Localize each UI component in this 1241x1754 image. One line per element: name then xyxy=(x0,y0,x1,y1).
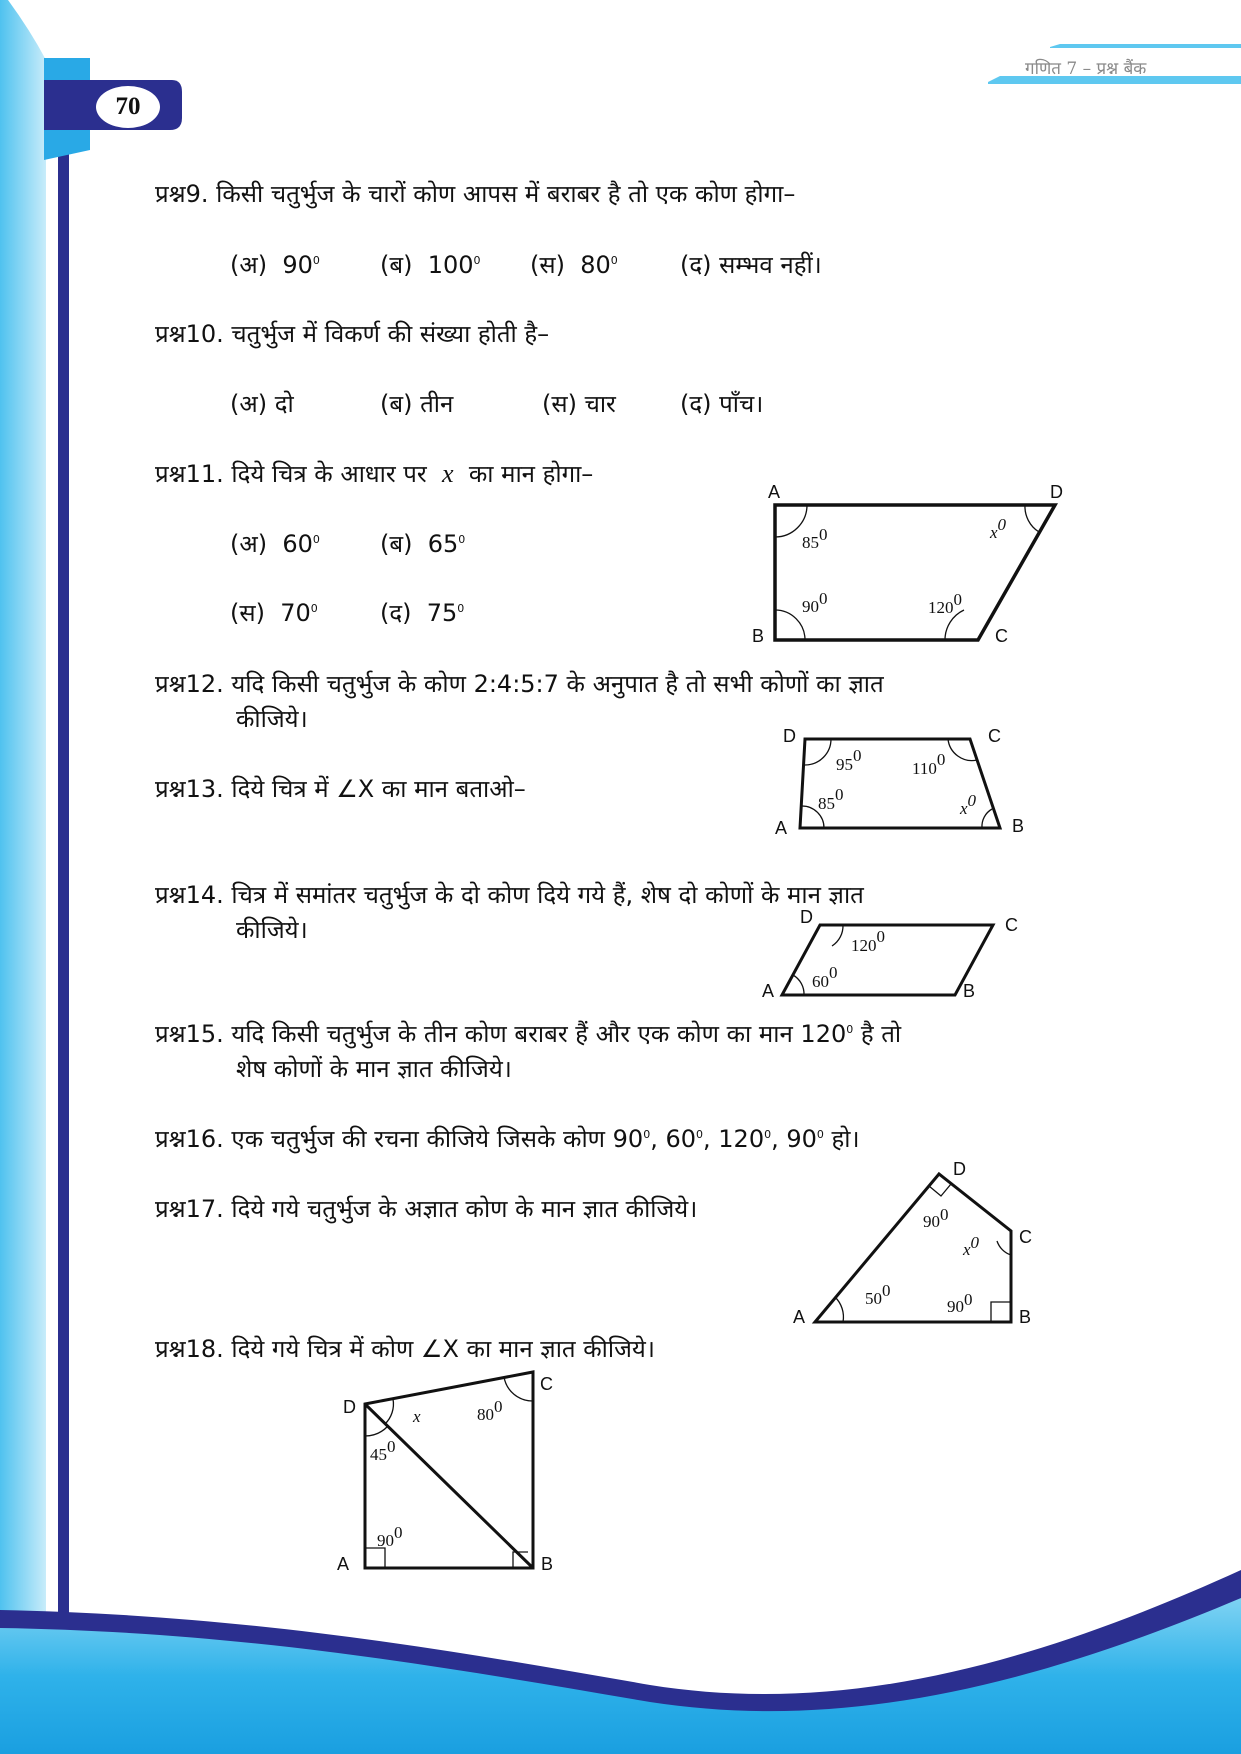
q11-figure xyxy=(740,470,1070,650)
q11-angle-a: 850 xyxy=(802,525,828,552)
q18-angle-d: 450 xyxy=(370,1437,396,1464)
q17-vertex-d: D xyxy=(953,1159,966,1179)
q11-angle-b: 900 xyxy=(802,589,828,616)
q18-figure xyxy=(325,1360,575,1580)
q17-angle-b: 900 xyxy=(947,1290,973,1316)
q18-angle-a: 900 xyxy=(377,1523,403,1550)
q10-option-c: (स) चार xyxy=(542,390,616,418)
question-14-line1: प्रश्न14. चित्र में समांतर चतुर्भुज के दो कोण दिये गये हैं, शेष दो कोणों के मान ज्ञात xyxy=(155,881,864,909)
question-13: प्रश्न13. दिये चित्र में ∠X का मान बताओ– xyxy=(155,775,526,803)
q11-angle-d: x0 xyxy=(990,515,1007,542)
q18-vertex-d: D xyxy=(343,1397,356,1417)
q17-vertex-a: A xyxy=(793,1307,806,1327)
q18-vertex-a: A xyxy=(337,1554,350,1574)
q11-vertex-a: A xyxy=(768,482,781,502)
q11-quadrilateral xyxy=(775,505,1055,640)
q13-angle-a: 850 xyxy=(818,785,844,813)
q13-figure xyxy=(770,720,1040,840)
question-10: प्रश्न10. चतुर्भुज में विकर्ण की संख्या होती है– xyxy=(155,320,550,348)
q11-vertex-d: D xyxy=(1050,482,1063,502)
question-9: प्रश्न9. किसी चतुर्भुज के चारों कोण आपस में बराबर है तो एक कोण होगा– xyxy=(155,180,796,208)
q17-angle-a: 500 xyxy=(865,1281,891,1308)
q9-option-c: (स) $80^0$ xyxy=(530,251,618,279)
q10-option-b: (ब) तीन xyxy=(380,390,454,418)
question-14-line2: कीजिये। xyxy=(236,916,308,944)
q17-quadrilateral xyxy=(815,1174,1011,1322)
q14-vertex-c: C xyxy=(1005,915,1018,935)
q13-vertex-c: C xyxy=(988,726,1001,746)
q11-option-b: (ब) $65^0$ xyxy=(380,530,466,558)
question-11: प्रश्न11. दिये चित्र के आधार पर x का मान होगा– xyxy=(155,459,594,488)
q13-vertex-b: B xyxy=(1012,816,1025,836)
q17-vertex-b: B xyxy=(1019,1307,1032,1327)
page-number: 70 xyxy=(115,93,141,120)
q17-angle-d: 900 xyxy=(923,1205,949,1231)
question-18: प्रश्न18. दिये गये चित्र में कोण ∠X का मान ज्ञात कीजिये। xyxy=(155,1335,655,1363)
q11-option-c: (स) $70^0$ xyxy=(230,599,318,627)
q14-vertex-b: B xyxy=(963,981,976,1001)
q17-vertex-c: C xyxy=(1019,1227,1032,1247)
question-16: प्रश्न16. एक चतुर्भुज की रचना कीजिये जिसके कोण $90^0$, $60^0$, $120^0$, $90^0$ हो। xyxy=(155,1125,860,1153)
q11-option-a: (अ) $60^0$ xyxy=(230,530,320,558)
running-header: गणित 7 – प्रश्न बैंक xyxy=(1025,59,1147,79)
q10-option-d: (द) पाँच। xyxy=(680,390,764,418)
question-15-line1: प्रश्न15. यदि किसी चतुर्भुज के तीन कोण बराबर हैं और एक कोण का मान $120^0$ है तो xyxy=(155,1020,902,1048)
q13-vertex-d: D xyxy=(783,726,796,746)
q11-vertex-c: C xyxy=(995,626,1008,646)
question-12-line2: कीजिये। xyxy=(236,705,308,733)
q10-option-a: (अ) दो xyxy=(230,390,294,418)
q9-option-d: (द) सम्भव नहीं। xyxy=(680,251,822,279)
q18-vertex-c: C xyxy=(540,1374,553,1394)
q14-vertex-a: A xyxy=(762,981,775,1001)
q17-figure xyxy=(785,1155,1045,1335)
question-12-line1: प्रश्न12. यदि किसी चतुर्भुज के कोण 2:4:5:7 के अनुपात है तो सभी कोणों का ज्ञात xyxy=(155,670,884,698)
q13-vertex-a: A xyxy=(775,818,788,838)
q13-angle-b: x0 xyxy=(960,791,977,818)
q13-quadrilateral xyxy=(800,739,1000,828)
q13-angle-d: 950 xyxy=(836,746,862,774)
q11-vertex-b: B xyxy=(752,626,765,646)
q9-option-b: (ब) $100^0$ xyxy=(380,251,481,279)
q14-figure xyxy=(755,905,1035,1005)
q14-angle-a: 600 xyxy=(812,963,838,991)
q13-angle-c: 1100 xyxy=(912,750,946,778)
q17-angle-c: x0 xyxy=(963,1233,980,1259)
q18-vertex-b: B xyxy=(541,1554,554,1574)
q14-vertex-d: D xyxy=(800,907,813,927)
q11-angle-c: 1200 xyxy=(928,590,962,617)
q9-option-a: (अ) $90^0$ xyxy=(230,251,320,279)
q18-angle-c: 800 xyxy=(477,1397,503,1424)
q14-angle-d: 1200 xyxy=(851,927,885,955)
q11-option-d: (द) $75^0$ xyxy=(380,599,465,627)
q18-angle-x: x xyxy=(413,1407,421,1426)
question-17: प्रश्न17. दिये गये चतुर्भुज के अज्ञात कोण के मान ज्ञात कीजिये। xyxy=(155,1195,698,1223)
question-15-line2: शेष कोणों के मान ज्ञात कीजिये। xyxy=(236,1055,512,1083)
